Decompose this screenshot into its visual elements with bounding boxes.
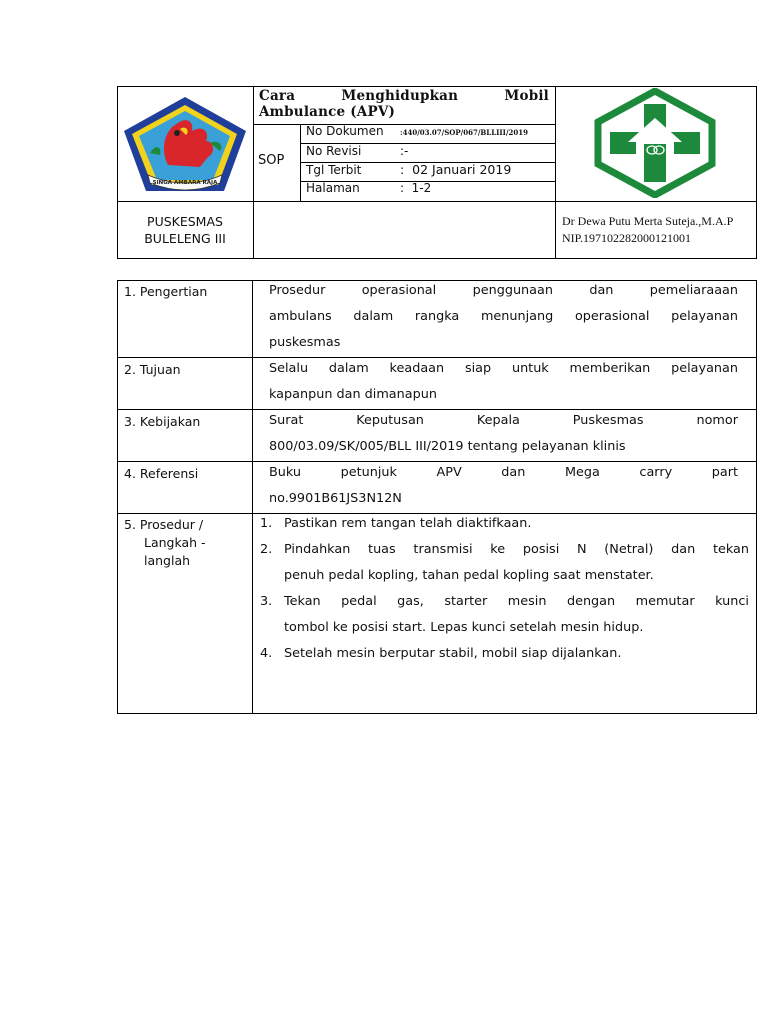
text-line: kapanpun dan dimanapun bbox=[269, 387, 437, 402]
section-text-referensi bbox=[269, 460, 738, 512]
text-line: no.9901B61JS3N12N bbox=[269, 491, 402, 506]
step-number: 4. bbox=[260, 646, 273, 661]
step-number: 3. bbox=[260, 594, 273, 609]
procedure-steps bbox=[258, 511, 749, 667]
title-word: Cara bbox=[259, 88, 296, 104]
section-label-referensi: 4. Referensi bbox=[124, 466, 199, 481]
steps-list bbox=[258, 511, 749, 667]
text-line: Surat Keputusan Kepala Puskesmas nomor bbox=[269, 413, 738, 428]
organization-line2: BULELENG III bbox=[144, 231, 226, 246]
sop-label: SOP bbox=[258, 153, 285, 168]
meta-label-revision: No Revisi bbox=[306, 144, 362, 158]
meta-value-page: : 1-2 bbox=[400, 181, 432, 195]
meta-label-doc-number: No Dokumen bbox=[306, 124, 384, 138]
signer-name: Dr Dewa Putu Merta Suteja.,M.A.P bbox=[562, 214, 734, 228]
puskesmas-logo bbox=[592, 88, 718, 198]
text-line: Buku petunjuk APV dan Mega carry part bbox=[269, 465, 738, 480]
section-text-pengertian bbox=[269, 278, 738, 356]
section-text-kebijakan bbox=[269, 408, 738, 460]
section-label-kebijakan: 3. Kebijakan bbox=[124, 414, 201, 429]
step-text: Pastikan rem tangan telah diaktifkaan. bbox=[284, 516, 532, 531]
step-item bbox=[258, 537, 749, 589]
step-text: Tekan pedal gas, starter mesin dengan memutar kunci bbox=[284, 594, 749, 609]
title-line2: Ambulance (APV) bbox=[259, 104, 396, 120]
document-title bbox=[259, 88, 549, 120]
text-line: Prosedur operasional penggunaan dan pemeliaraaan bbox=[269, 283, 738, 298]
step-number: 1. bbox=[260, 516, 273, 531]
meta-value-doc-number: :440/03.07/SOP/067/BLLIII/2019 bbox=[400, 128, 528, 137]
signer-nip: NIP.197102282000121001 bbox=[562, 231, 692, 245]
section-label-prosedur bbox=[124, 516, 206, 570]
section-label-pengertian: 1. Pengertian bbox=[124, 284, 208, 299]
text-line: puskesmas bbox=[269, 335, 341, 350]
meta-value-revision: :- bbox=[400, 144, 409, 158]
step-text: Pindahkan tuas transmisi ke posisi N (Netral) dan tekan bbox=[284, 542, 749, 557]
organization-name bbox=[118, 213, 252, 247]
emblem-motto-text: SINGA AMBARA RAJA bbox=[152, 180, 218, 186]
signer-block bbox=[562, 213, 733, 247]
text-line: Selalu dalam keadaan siap untuk memberikan pelayanan bbox=[269, 361, 738, 376]
section-label-tujuan: 2. Tujuan bbox=[124, 362, 181, 377]
step-item bbox=[258, 641, 749, 667]
title-word: Menghidupkan bbox=[341, 88, 459, 104]
organization-line1: PUSKESMAS bbox=[147, 214, 223, 229]
title-word: Mobil bbox=[504, 88, 549, 104]
step-item bbox=[258, 589, 749, 641]
text-line: 800/03.09/SK/005/BLL III/2019 tentang pelayanan klinis bbox=[269, 439, 626, 454]
meta-label-page: Halaman bbox=[306, 181, 360, 195]
buleleng-emblem-logo bbox=[120, 95, 250, 195]
section-text-tujuan bbox=[269, 356, 738, 408]
step-number: 2. bbox=[260, 542, 273, 557]
step-text: penuh pedal kopling, tahan pedal kopling saat menstater. bbox=[284, 568, 654, 583]
meta-label-issue-date: Tgl Terbit bbox=[306, 163, 362, 177]
label-line: langlah bbox=[144, 553, 191, 568]
meta-value-issue-date: : 02 Januari 2019 bbox=[400, 162, 512, 177]
step-text: tombol ke posisi start. Lepas kunci setelah mesin hidup. bbox=[284, 620, 644, 635]
text-line: ambulans dalam rangka menunjang operasional pelayanan bbox=[269, 309, 738, 324]
step-item bbox=[258, 511, 749, 537]
label-line: Langkah - bbox=[144, 535, 206, 550]
label-line: 5. Prosedur / bbox=[124, 517, 204, 532]
step-text: Setelah mesin berputar stabil, mobil siap dijalankan. bbox=[284, 646, 622, 661]
